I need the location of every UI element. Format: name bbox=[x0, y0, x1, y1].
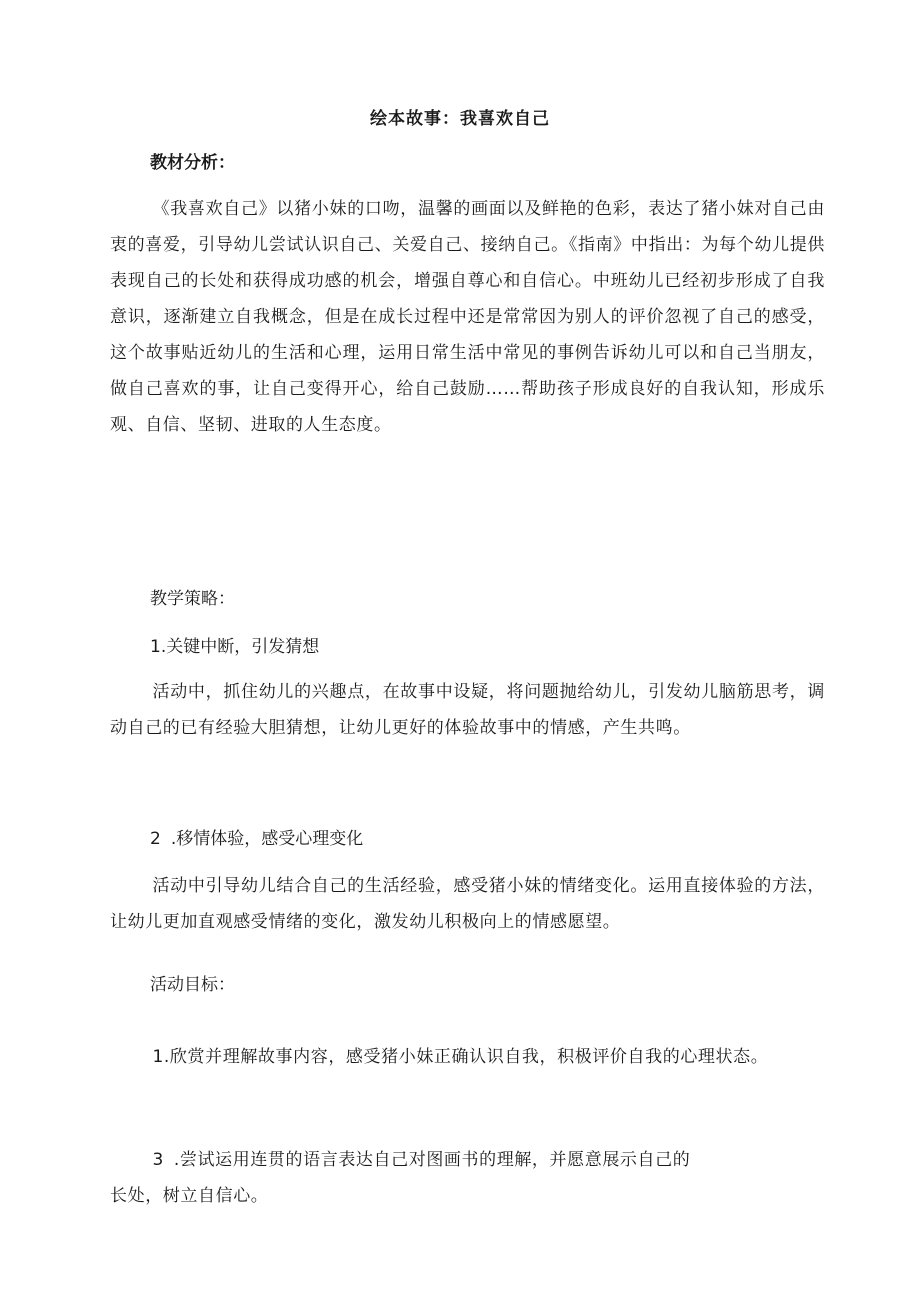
analysis-paragraph: 《我喜欢自己》以猪小妹的口吻，温馨的画面以及鲜艳的色彩，表达了猪小妹对自己由衷的喜爱，引导幼儿尝试认识自己、关爱自己、接纳自己。《指南》中指出：为每个幼儿提供表现自己的长处和获得成功感的机会，增强自尊心和自信心。中班幼儿已经初步形成了自我意识，逐渐建立自我概念，但是在成长过程中还是常常因为别人的评价忽视了自己的感受，这个故事贴近幼儿的生活和心理，运用日常生活中常见的事例告诉幼儿可以和自己当朋友，做自己喜欢的事，让自己变得开心，给自己鼓励……帮助孩子形成良好的自我认知，形成乐观、自信、坚韧、进取的人生态度。 bbox=[110, 199, 825, 435]
goal-item-1: 1.欣赏并理解故事内容，感受猪小妹正确认识自我，积极评价自我的心理状态。 bbox=[152, 1047, 769, 1067]
goals-heading: 活动目标： bbox=[150, 975, 235, 995]
strategy-heading: 教学策略： bbox=[150, 589, 235, 609]
strategy-item-2-text: 活动中引导幼儿结合自己的生活经验，感受猪小妹的情绪变化。运用直接体验的方法，让幼儿更加直观感受情绪的变化，激发幼儿积极向上的情感愿望。 bbox=[110, 876, 825, 932]
goal-item-3 bbox=[110, 1142, 825, 1214]
strategy-item-1-text: 活动中，抓住幼儿的兴趣点，在故事中设疑，将问题抛给幼儿，引发幼儿脑筋思考，调动自己的已有经验大胆猜想，让幼儿更好的体验故事中的情感，产生共鸣。 bbox=[110, 682, 825, 738]
document-title: 绘本故事：我喜欢自己 bbox=[370, 109, 550, 129]
goal-item-3-line-1: .尝试运用连贯的语言表达自己对图画书的理解，并愿意展示自己的 bbox=[173, 1150, 691, 1170]
strategy-item-2-number: 2 bbox=[150, 829, 161, 849]
goal-item-3-number: 3 bbox=[152, 1150, 164, 1170]
strategy-item-2-label: .移情体验，感受心理变化 bbox=[170, 829, 364, 849]
strategy-item-2-title bbox=[150, 824, 363, 849]
goal-item-3-line-2: 长处，树立自信心。 bbox=[110, 1186, 269, 1206]
strategy-item-1-title: 1.关键中断，引发猜想 bbox=[150, 637, 320, 657]
analysis-heading: 教材分析： bbox=[150, 153, 235, 173]
